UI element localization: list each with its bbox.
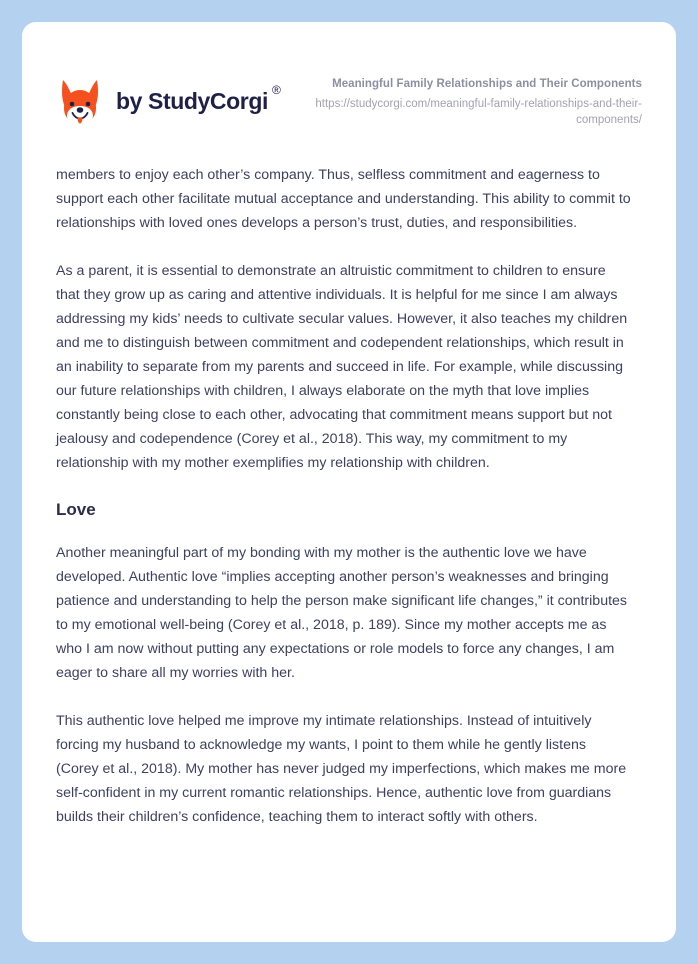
- document-url[interactable]: https://studycorgi.com/meaningful-family-relationships-and-their-components/: [315, 97, 642, 127]
- registered-trademark-icon: ®: [271, 82, 281, 97]
- document-title: Meaningful Family Relationships and Their Components: [332, 78, 642, 90]
- paragraph: As a parent, it is essential to demonstrate an altruistic commitment to children to ensure that they grow up as caring and attentive individuals. It is helpful for me since I am always addressing my kids’ needs to cultivate secular values. However, it also teaches my children and me to distinguish between commitment and codependent relationships, which result in an inability to separate from my parents and succeed in life. For example, while discussing our future relationships with children, I always elaborate on the myth that love implies constantly being close to each other, advocating that commitment means support but not jealousy and codependence (Corey et al., 2018). This way, my commitment to my relationship with my mother exemplifies my relationship with children.: [56, 262, 628, 471]
- document-page: [22, 22, 676, 942]
- paragraph: Another meaningful part of my bonding with my mother is the authentic love we have developed. Authentic love “implies accepting another person’s weaknesses and bringing patience and understanding to help the person make significant life changes,” it contributes to my emotional well-being (Corey et al., 2018, p. 189). Since my mother accepts me as who I am now without putting any expectations or role models to force any changes, I am eager to share all my worries with her.: [56, 544, 628, 681]
- brand-name: [116, 82, 281, 115]
- paragraph: members to enjoy each other’s company. Thus, selfless commitment and eagerness to support each other facilitate mutual acceptance and understanding. This ability to commit to relationships with loved ones develops a person’s trust, duties, and responsibilities.: [56, 166, 631, 231]
- document-meta: [292, 72, 642, 129]
- corgi-face-logo-icon: [56, 76, 104, 126]
- brand-name-text: by StudyCorgi: [116, 87, 268, 114]
- brand-logo-group: [56, 72, 280, 126]
- paragraph: This authentic love helped me improve my intimate relationships. Instead of intuitively forcing my husband to acknowledge my wants, I point to them while he gently listens (Corey et al., 2018). My mother has never judged my imperfections, which makes me more self-confident in my current romantic relationships. Hence, authentic love from guardians builds their children’s confidence, teaching them to interact softly with others.: [56, 712, 627, 825]
- document-body: [22, 129, 676, 829]
- section-heading-love: Love: [56, 499, 96, 519]
- document-header: [22, 22, 676, 129]
